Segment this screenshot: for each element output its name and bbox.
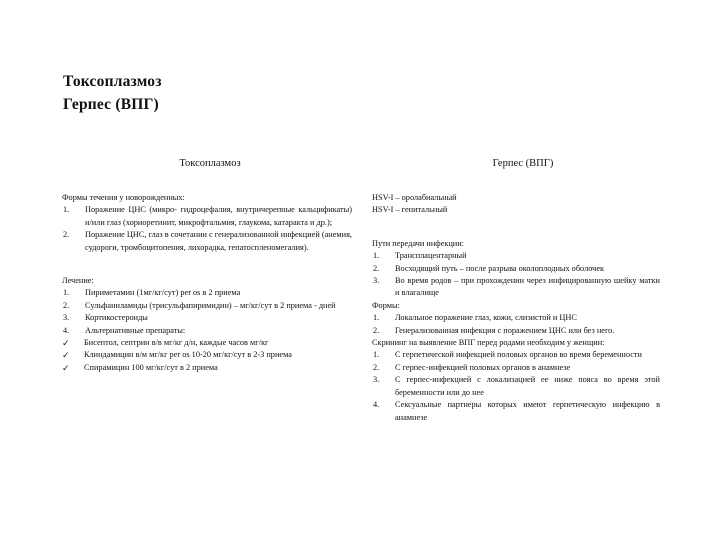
list-item	[372, 275, 660, 300]
list-text: Кортикостероиды	[85, 313, 148, 323]
list-item	[62, 337, 352, 349]
list-text: С герпес-инфекцией с локализацией ее ниже пояса во время этой беременности или до нее	[395, 375, 660, 397]
list-text: Альтернативные препараты:	[85, 325, 186, 335]
list-item	[62, 349, 352, 361]
routes-heading: Пути передачи инфекции:	[372, 238, 464, 248]
list-text: Поражение ЦНС (микро- гидроцефалия, внутричерепные кальцификаты) и/или глаз (хориоретинит, микрофтальмия, глаукома, катаракта и др.);	[85, 205, 352, 227]
check-icon: ✓	[62, 362, 70, 373]
list-number: 4.	[373, 400, 380, 410]
list-text: Сульфаниламиды (трисульфапиримидин) – мг/кг/сут в 2 приема - дней	[85, 300, 336, 310]
list-text: Генерализованная инфекция с поражением ЦНС или без него.	[395, 325, 615, 335]
list-text: Восходящий путь – после разрыва околоплодных оболочек	[395, 263, 605, 273]
list-item	[62, 204, 352, 229]
list-text: Сексуальные партнеры которых имеют герпетическую инфекцию в анамнезе	[395, 400, 660, 422]
list-number: 2.	[63, 230, 70, 240]
list-item	[62, 362, 352, 374]
left-column-heading: Токсоплазмоз	[179, 158, 241, 169]
list-text: Локальное поражение глаз, кожи, слизистой и ЦНС	[395, 313, 577, 323]
slide-title-line-1: Токсоплазмоз	[63, 73, 162, 90]
list-item	[372, 263, 660, 275]
list-text: Спирамицин 100 мг/кг/сут в 2 приема	[84, 362, 218, 372]
list-number: 3.	[63, 313, 70, 323]
slide-title-line-2: Герпес (ВПГ)	[63, 96, 159, 113]
herpes-column	[372, 192, 660, 424]
list-number: 2.	[373, 263, 380, 273]
list-number: 1.	[373, 251, 380, 261]
list-item	[62, 229, 352, 254]
screening-heading: Скрининг на выявление ВПГ перед родами необходим у женщин:	[372, 338, 605, 348]
treatment-heading: Лечение:	[62, 276, 94, 286]
list-number: 4.	[63, 325, 70, 335]
list-text: Трансплацентарный	[395, 251, 467, 261]
forms-heading: Формы:	[372, 300, 400, 310]
list-number: 3.	[373, 276, 380, 286]
check-icon: ✓	[62, 338, 70, 349]
herpes-type: HSV-I – оролабиальный	[372, 193, 457, 202]
list-item	[62, 325, 352, 337]
list-number: 2.	[373, 362, 380, 372]
herpes-type: HSV-I – генитальный	[372, 205, 448, 215]
check-icon: ✓	[62, 350, 70, 361]
list-number: 1.	[373, 350, 380, 360]
list-text: Клиндамицин в/м мг/кг per os 10-20 мг/кг/сут в 2-3 приема	[84, 350, 292, 360]
list-text: С герпетической инфекцией половых органов во время беременности	[395, 350, 642, 360]
list-number: 1.	[63, 205, 70, 215]
list-item	[372, 374, 660, 399]
list-text: Поражение ЦНС, глаз в сочетании с генерализованной инфекцией (анемия, судороги, тромбоцитопения, лихорадка, гепатоспленомегалия).	[85, 230, 352, 252]
list-item	[372, 399, 660, 424]
right-column-heading: Герпес (ВПГ)	[492, 158, 554, 169]
slide-title	[63, 70, 162, 116]
list-item	[372, 362, 660, 374]
list-item	[372, 250, 660, 262]
list-item	[372, 312, 660, 324]
list-item	[372, 349, 660, 361]
list-number: 3.	[373, 375, 380, 385]
list-item	[62, 287, 352, 299]
list-number: 1.	[373, 313, 380, 323]
list-number: 1.	[63, 288, 70, 298]
toxoplasmosis-column	[62, 192, 352, 374]
list-text: Во время родов – при прохождении через инфицированную шейку матки и влагалище	[395, 276, 660, 298]
list-item	[372, 325, 660, 337]
list-item	[62, 312, 352, 324]
list-text: С герпес-инфекцией половых органов в анамнезе	[395, 362, 571, 372]
list-number: 2.	[63, 300, 70, 310]
forms-heading: Формы течения у новорожденных:	[62, 193, 185, 202]
list-text: Пириметамин (1мг/кг/сут) per os в 2 приема	[85, 288, 241, 298]
list-text: Бисептол, септрин в/в мг/кг д/н, каждые часов мг/кг	[84, 338, 269, 348]
list-item	[62, 300, 352, 312]
list-number: 2.	[373, 325, 380, 335]
